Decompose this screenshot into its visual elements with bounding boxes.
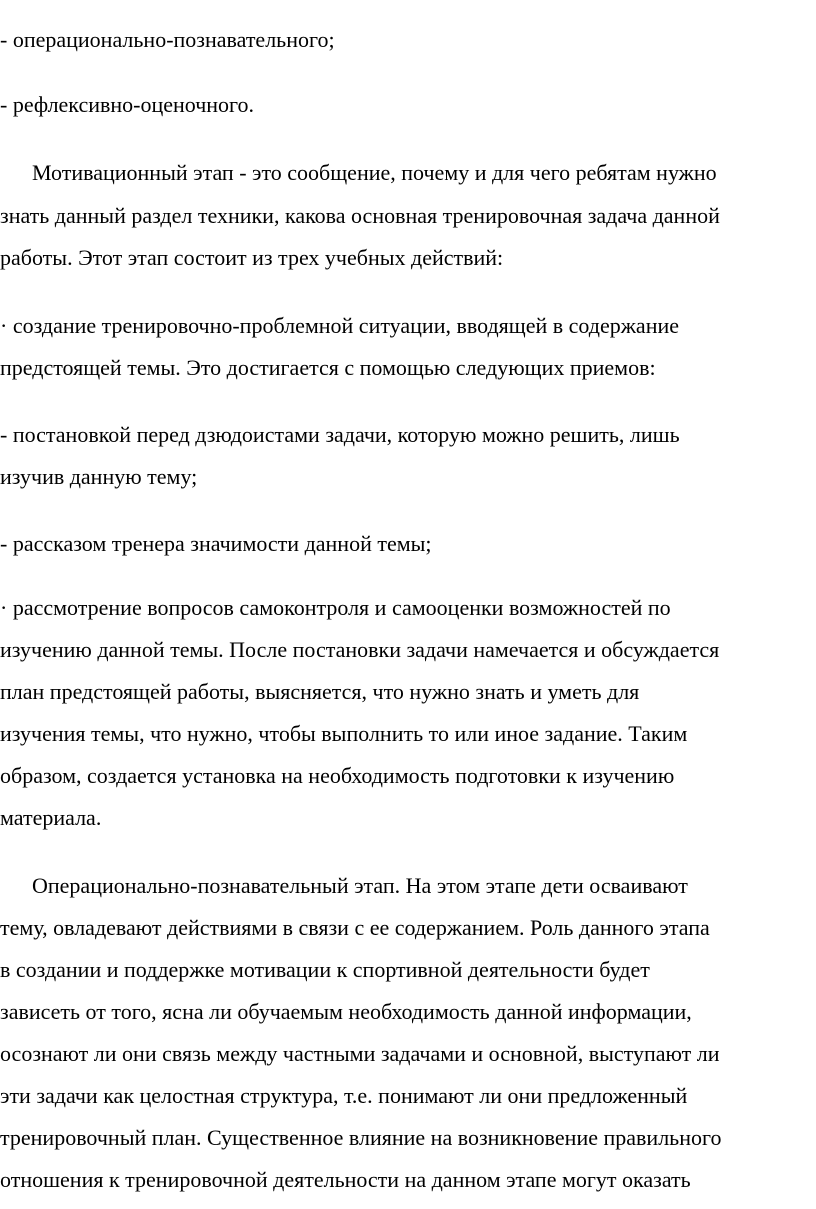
text-line: осознают ли они связь между частными задачами и основной, выступают ли	[0, 1041, 720, 1066]
text-line: план предстоящей работы, выясняется, что нужно знать и уметь для	[0, 679, 640, 704]
text-line: изучению данной темы. После постановки задачи намечается и обсуждается	[0, 637, 720, 662]
text-line: - операционально-познавательного;	[0, 27, 335, 52]
text-line: материала.	[0, 805, 102, 830]
text-line: Мотивационный этап - это сообщение, почему и для чего ребятам нужно	[32, 160, 717, 185]
text-line: · создание тренировочно-проблемной ситуации, вводящей в содержание	[0, 313, 680, 338]
text-line: тему, овладевают действиями в связи с ее содержанием. Роль данного этапа	[0, 915, 710, 940]
text-line: в создании и поддержке мотивации к спортивной деятельности будет	[0, 957, 650, 982]
text-line: - рассказом тренера значимости данной темы;	[0, 531, 432, 556]
text-line: · рассмотрение вопросов самоконтроля и самооценки возможностей по	[0, 595, 671, 620]
text-line: - рефлексивно-оценочного.	[0, 92, 255, 117]
text-line: отношения к тренировочной деятельности на данном этапе могут оказать	[0, 1167, 691, 1192]
text-line: работы. Этот этап состоит из трех учебных действий:	[0, 245, 504, 270]
text-line: зависеть от того, ясна ли обучаемым необходимость данной информации,	[0, 999, 692, 1024]
text-line: знать данный раздел техники, какова основная тренировочная задача данной	[0, 203, 720, 228]
text-line: - постановкой перед дзюдоистами задачи, которую можно решить, лишь	[0, 422, 680, 447]
text-line: тренировочный план. Существенное влияние на возникновение правильного	[0, 1125, 722, 1150]
text-line: Операционально-познавательный этап. На этом этапе дети осваивают	[32, 873, 688, 898]
text-line: изучения темы, что нужно, чтобы выполнить то или иное задание. Таким	[0, 721, 688, 746]
text-line: образом, создается установка на необходимость подготовки к изучению	[0, 763, 675, 788]
text-line: предстоящей темы. Это достигается с помощью следующих приемов:	[0, 355, 656, 380]
text-line: эти задачи как целостная структура, т.е. понимают ли они предложенный	[0, 1083, 688, 1108]
text-line: изучив данную тему;	[0, 464, 198, 489]
